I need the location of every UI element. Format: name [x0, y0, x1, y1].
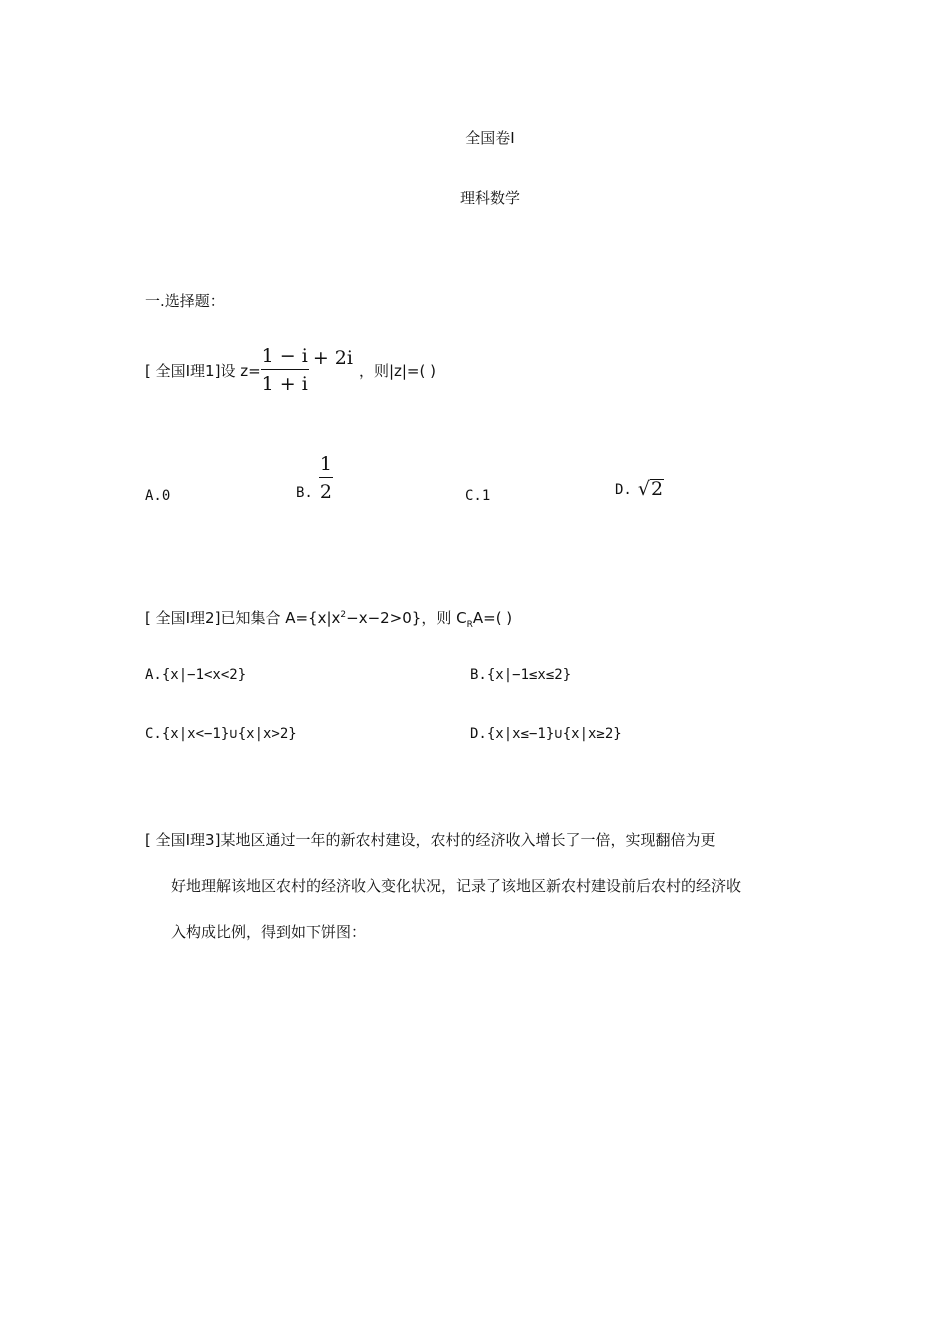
question-2-subscript: R [466, 620, 473, 630]
question-1-suffix: ，则|z|=( ) [358, 361, 436, 380]
q2-option-c: C.{x|x<−1}∪{x|x>2} [145, 726, 297, 742]
option-b-fraction [319, 453, 333, 503]
sqrt-expression [638, 478, 664, 500]
question-2-superscript: 2 [340, 610, 347, 620]
q1-option-a [145, 488, 170, 504]
option-value: 0 [161, 488, 171, 504]
sqrt-icon: √ [637, 478, 650, 500]
question-1-fraction [261, 345, 309, 395]
fraction-numerator: 1 − i [261, 345, 308, 367]
question-3-line-1: [ 全国Ⅰ理3]某地区通过一年的新农村建设，农村的经济收入增长了一倍，实现翻倍为更 [145, 831, 716, 849]
question-1-prefix: [ 全国Ⅰ理1]设 z= [145, 361, 261, 380]
q2-option-b: B.{x|−1≤x≤2} [470, 667, 572, 683]
fraction-denominator: 2 [319, 481, 332, 503]
option-value: 1 [481, 488, 491, 504]
option-label: B. [296, 485, 313, 501]
q2-option-a: A.{x|−1<x<2} [145, 667, 247, 683]
page-subtitle: 理科数学 [459, 189, 520, 207]
option-label: A. [145, 488, 162, 504]
fraction-denominator: 1 + i [261, 373, 308, 395]
q1-option-b [296, 453, 333, 503]
sqrt-radicand: 2 [650, 478, 664, 501]
page-title: 全国卷Ⅰ [465, 129, 515, 147]
option-label: C. [465, 488, 482, 504]
question-2-text-b: −x−2>0}，则 C [346, 609, 467, 627]
question-3-line-3: 入构成比例，得到如下饼图： [171, 923, 367, 941]
question-3-line-2: 好地理解该地区农村的经济收入变化状况，记录了该地区新农村建设前后农村的经济收 [171, 877, 742, 895]
question-2-text-a: [ 全国Ⅰ理2]已知集合 A={x|x [145, 609, 341, 627]
fraction-numerator: 1 [319, 453, 332, 475]
question-1-plus-term: + 2i [312, 347, 353, 369]
question-1 [145, 345, 436, 395]
q2-option-d: D.{x|x≤−1}∪{x|x≥2} [470, 726, 622, 742]
question-2 [145, 607, 512, 630]
q1-option-d [615, 478, 664, 500]
section-heading: 一.选择题： [145, 292, 225, 310]
question-3 [145, 817, 815, 955]
question-2-text-c: A=( ) [472, 609, 513, 627]
option-label: D. [615, 482, 632, 498]
q1-option-c [465, 488, 490, 504]
